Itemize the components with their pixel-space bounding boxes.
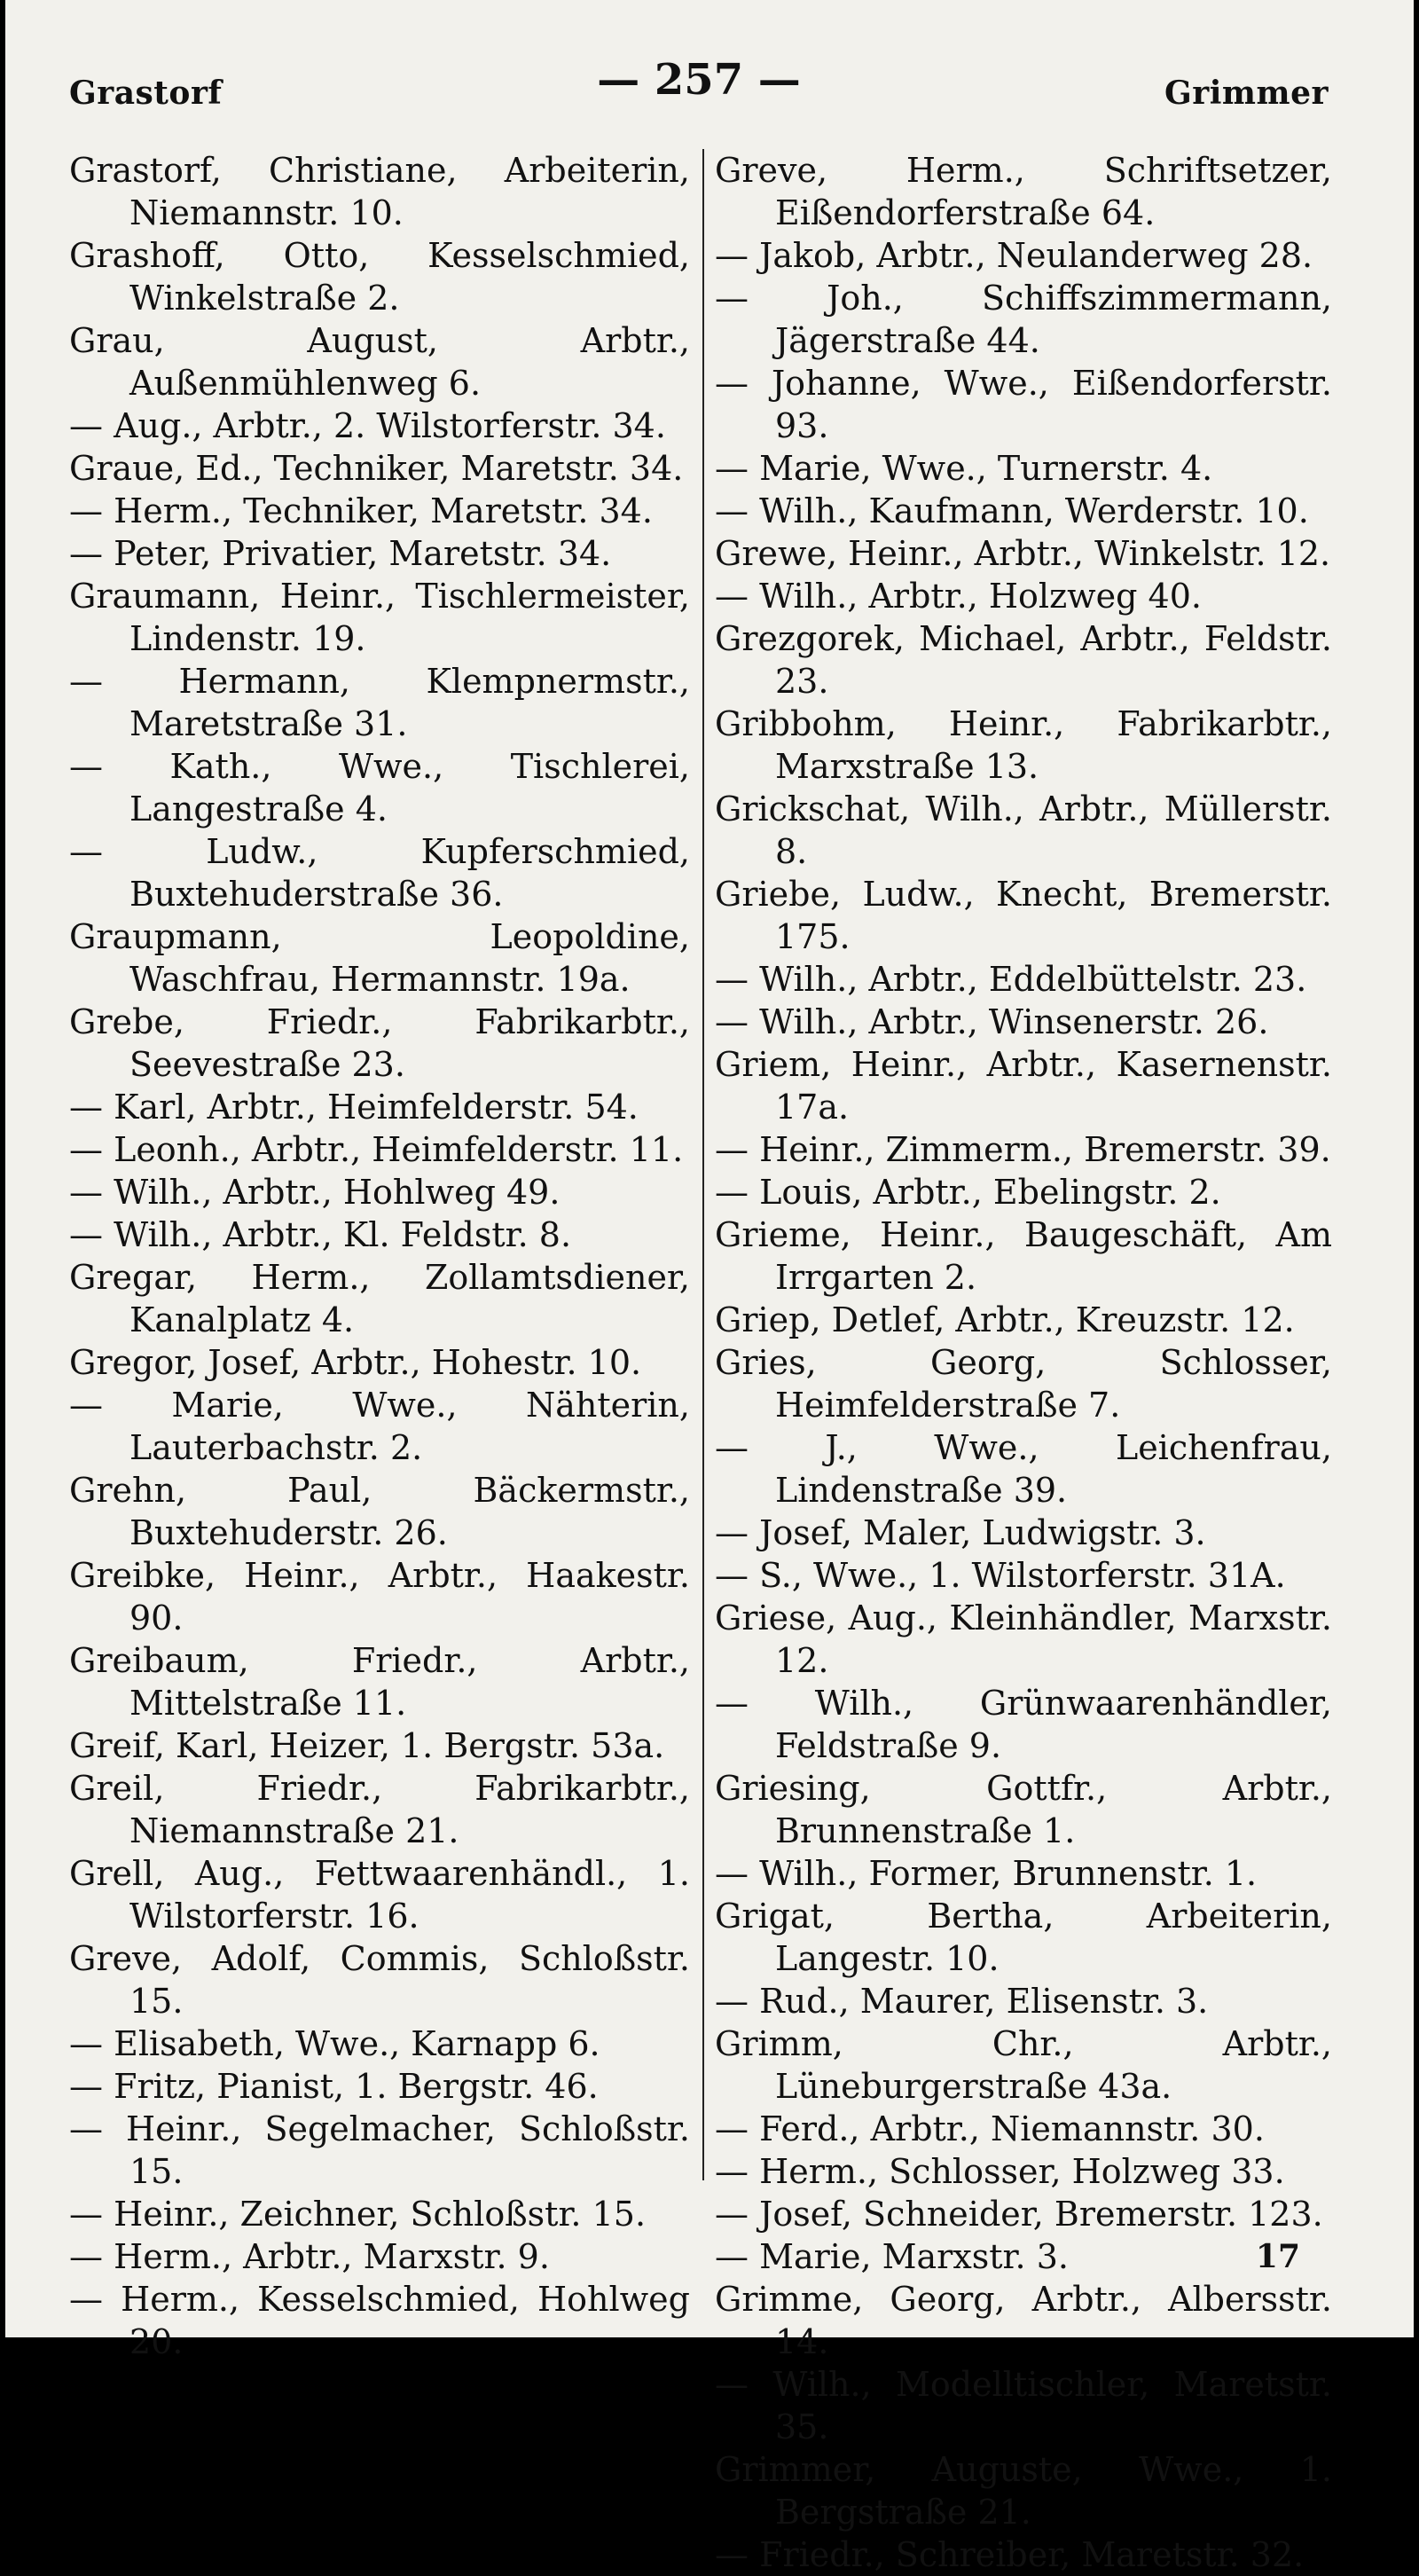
directory-entry: — Aug., Arbtr., 2. Wilstorferstr. 34. <box>69 406 666 445</box>
directory-entry: Gregor, Josef, Arbtr., Hohestr. 10. <box>69 1343 642 1382</box>
directory-entry: — Heinr., Zimmerm., Bremerstr. 39. <box>715 1130 1331 1169</box>
directory-entry: Grastorf, Christiane, Arbeiterin, Niemannstr. 10. <box>69 151 690 232</box>
directory-entry: — Leonh., Arbtr., Heimfelderstr. 11. <box>69 1130 684 1169</box>
directory-entry: Grimme, Georg, Arbtr., Albersstr. 14. <box>715 2280 1332 2361</box>
directory-entry: — Heinr., Segelmacher, Schloßstr. 15. <box>69 2109 690 2191</box>
directory-entry: — Karl, Arbtr., Heimfelderstr. 54. <box>69 1088 639 1127</box>
directory-entry: — Kath., Wwe., Tischlerei, Langestraße 4. <box>69 747 690 829</box>
directory-entry: Grashoff, Otto, Kesselschmied, Winkelstraße 2. <box>69 236 690 318</box>
directory-entry: Greil, Friedr., Fabrikarbtr., Niemannstraße 21. <box>69 1769 690 1850</box>
directory-entry: Griebe, Ludw., Knecht, Bremerstr. 175. <box>715 875 1332 956</box>
directory-entry: Grebe, Friedr., Fabrikarbtr., Seevestraße 23. <box>69 1002 690 1084</box>
directory-entry: — Friedr., Schreiber, Maretstr. 32. <box>715 2535 1305 2574</box>
directory-entry: — Wilh., Kaufmann, Werderstr. 10. <box>715 491 1309 530</box>
signature-mark: 17 <box>1255 2238 1300 2275</box>
left-column <box>69 149 690 2363</box>
directory-entry: — Heinr., Zeichner, Schloßstr. 15. <box>69 2195 647 2234</box>
directory-entry: Gries, Georg, Schlosser, Heimfelderstraße 7. <box>715 1343 1332 1425</box>
directory-entry: Grigat, Bertha, Arbeiterin, Langestr. 10. <box>715 1897 1332 1978</box>
directory-entry: — Wilh., Former, Brunnenstr. 1. <box>715 1854 1258 1893</box>
directory-entry: Griese, Aug., Kleinhändler, Marxstr. 12. <box>715 1598 1332 1680</box>
directory-entry: Griep, Detlef, Arbtr., Kreuzstr. 12. <box>715 1300 1295 1339</box>
directory-entry: Gribbohm, Heinr., Fabrikarbtr., Marxstraße 13. <box>715 704 1332 786</box>
directory-entry: — Marie, Wwe., Turnerstr. 4. <box>715 449 1213 488</box>
directory-entry: — Peter, Privatier, Maretstr. 34. <box>69 534 612 573</box>
right-column <box>715 149 1332 2576</box>
directory-entry: — Hermann, Klempnermstr., Maretstraße 31. <box>69 662 690 743</box>
directory-entry: — Marie, Wwe., Nähterin, Lauterbachstr. 2. <box>69 1386 690 1467</box>
directory-entry: — Herm., Kesselschmied, Hohlweg 20. <box>69 2280 690 2361</box>
directory-entry: — Jakob, Arbtr., Neulanderweg 28. <box>715 236 1313 275</box>
header-left-running-head: Grastorf <box>69 75 223 112</box>
directory-entry: Gregar, Herm., Zollamtsdiener, Kanalplatz 4. <box>69 1258 690 1339</box>
directory-entry: Greibke, Heinr., Arbtr., Haakestr. 90. <box>69 1556 690 1637</box>
directory-entry: Grell, Aug., Fettwaarenhändl., 1. Wilstorferstr. 16. <box>69 1854 690 1936</box>
directory-entry: — Herm., Arbtr., Marxstr. 9. <box>69 2237 550 2276</box>
directory-entry: — Ludw., Kupferschmied, Buxtehuderstraße 36. <box>69 832 690 914</box>
directory-entry: — S., Wwe., 1. Wilstorferstr. 31A. <box>715 1556 1286 1595</box>
column-divider <box>702 149 704 2180</box>
directory-entry: — Josef, Schneider, Bremerstr. 123. <box>715 2195 1323 2234</box>
directory-entry: — Wilh., Modelltischler, Maretstr. 35. <box>715 2365 1332 2446</box>
directory-entry: — Johanne, Wwe., Eißendorferstr. 93. <box>715 364 1332 445</box>
directory-entry: Graupmann, Leopoldine, Waschfrau, Hermannstr. 19a. <box>69 917 690 999</box>
directory-entry: Greibaum, Friedr., Arbtr., Mittelstraße 11. <box>69 1641 690 1723</box>
directory-entry: Grau, August, Arbtr., Außenmühlenweg 6. <box>69 321 690 403</box>
directory-entry: — J., Wwe., Leichenfrau, Lindenstraße 39. <box>715 1428 1332 1510</box>
directory-entry: — Herm., Schlosser, Holzweg 33. <box>715 2152 1285 2191</box>
directory-entry: — Wilh., Arbtr., Holzweg 40. <box>715 577 1202 616</box>
directory-entry: Graumann, Heinr., Tischlermeister, Lindenstr. 19. <box>69 577 690 658</box>
directory-entry: — Wilh., Arbtr., Hohlweg 49. <box>69 1173 561 1212</box>
directory-entry: Grimmer, Auguste, Wwe., 1. Bergstraße 21. <box>715 2450 1332 2532</box>
header-right-running-head: Grimmer <box>1164 75 1329 112</box>
directory-entry: — Josef, Maler, Ludwigstr. 3. <box>715 1513 1206 1552</box>
directory-entry: — Louis, Arbtr., Ebelingstr. 2. <box>715 1173 1221 1212</box>
page-header <box>69 55 1329 112</box>
directory-entry: — Wilh., Arbtr., Kl. Feldstr. 8. <box>69 1215 572 1254</box>
directory-entry: Grieme, Heinr., Baugeschäft, Am Irrgarten 2. <box>715 1215 1332 1297</box>
directory-entry: Greif, Karl, Heizer, 1. Bergstr. 53a. <box>69 1726 665 1765</box>
directory-entry: Grewe, Heinr., Arbtr., Winkelstr. 12. <box>715 534 1331 573</box>
directory-entry: — Wilh., Arbtr., Winsenerstr. 26. <box>715 1002 1269 1041</box>
directory-entry: Grezgorek, Michael, Arbtr., Feldstr. 23. <box>715 619 1332 701</box>
directory-entry: Grickschat, Wilh., Arbtr., Müllerstr. 8. <box>715 789 1332 871</box>
directory-entry: — Marie, Marxstr. 3. <box>715 2237 1069 2276</box>
page-number: — 257 — <box>597 55 801 105</box>
directory-entry: Greve, Herm., Schriftsetzer, Eißendorferstraße 64. <box>715 151 1332 232</box>
directory-entry: Grimm, Chr., Arbtr., Lüneburgerstraße 43a. <box>715 2024 1332 2106</box>
directory-entry: — Joh., Schiffszimmermann, Jägerstraße 44. <box>715 279 1332 360</box>
directory-page <box>5 0 1414 2574</box>
directory-entry: — Wilh., Grünwaarenhändler, Feldstraße 9. <box>715 1684 1332 1765</box>
directory-entry: Greve, Adolf, Commis, Schloßstr. 15. <box>69 1939 690 2021</box>
directory-entry: Grehn, Paul, Bäckermstr., Buxtehuderstr. 26. <box>69 1471 690 1552</box>
directory-entry: — Elisabeth, Wwe., Karnapp 6. <box>69 2024 600 2063</box>
directory-entry: — Wilh., Arbtr., Eddelbüttelstr. 23. <box>715 960 1307 999</box>
directory-entry: Griem, Heinr., Arbtr., Kasernenstr. 17a. <box>715 1045 1332 1127</box>
directory-entry: — Herm., Techniker, Maretstr. 34. <box>69 491 653 530</box>
directory-entry: — Rud., Maurer, Elisenstr. 3. <box>715 1982 1209 2021</box>
directory-entry: Griesing, Gottfr., Arbtr., Brunnenstraße 1. <box>715 1769 1332 1850</box>
directory-entry: — Ferd., Arbtr., Niemannstr. 30. <box>715 2109 1265 2148</box>
directory-entry: — Fritz, Pianist, 1. Bergstr. 46. <box>69 2067 599 2106</box>
directory-entry: Graue, Ed., Techniker, Maretstr. 34. <box>69 449 684 488</box>
